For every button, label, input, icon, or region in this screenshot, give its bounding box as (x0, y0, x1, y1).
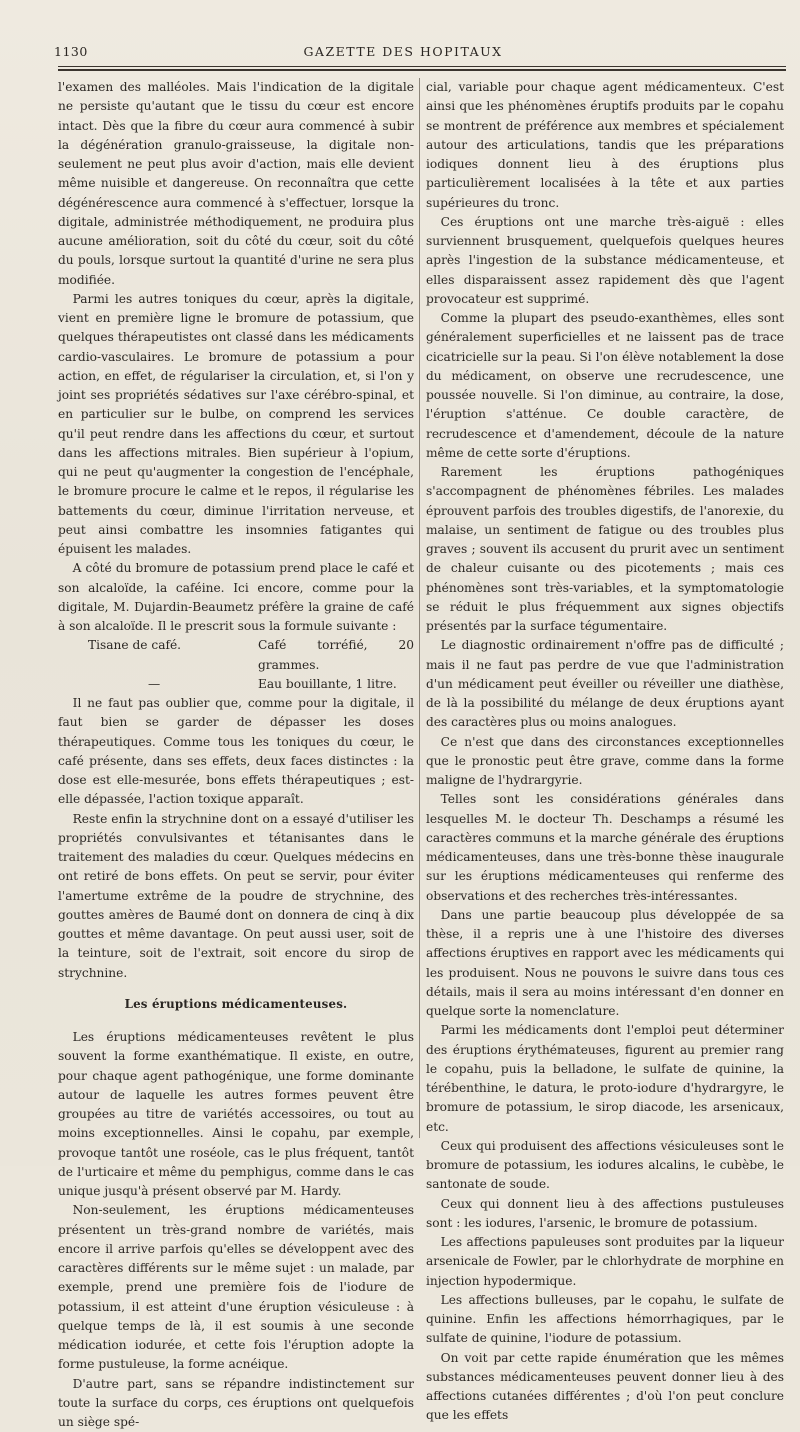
paragraph: Parmi les médicaments dont l'emploi peut déterminer des éruptions érythémateuses, figurent au premier rang le copahu, puis la belladone, le sulfate de quinine, la térébenthine, le datura, le proto-iodure d'hydrargyre, le bromure de potassium, le sirop diacode, les arsenicaux, etc. (426, 1021, 784, 1137)
recipe-formula (58, 636, 414, 694)
paragraph: Ce n'est que dans des circonstances exceptionnelles que le pronostic peut être grave, comme dans la forme maligne de l'hydrargyrie. (426, 733, 784, 791)
paragraph: Les affections bulleuses, par le copahu, le sulfate de quinine. Enfin les affections hémorrhagiques, par le sulfate de quinine, l'iodure de potassium. (426, 1291, 784, 1349)
paragraph: Ceux qui donnent lieu à des affections pustuleuses sont : les iodures, l'arsenic, le bromure de potassium. (426, 1195, 784, 1234)
paragraph: Les affections papuleuses sont produites par la liqueur arsenicale de Fowler, par le chlorhydrate de morphine en injection hypodermique. (426, 1233, 784, 1291)
header-rule-thick (58, 69, 786, 71)
page-number: 1130 (54, 44, 88, 59)
right-column (426, 78, 784, 1148)
recipe-line (58, 636, 414, 675)
paragraph: Rarement les éruptions pathogéniques s'accompagnent de phénomènes fébriles. Les malades éprouvent parfois des troubles digestifs, de l'anorexie, du malaise, un sentiment de fatigue ou des troubles plus graves ; souvent ils accusent du prurit avec un sentiment de chaleur cuisante ou des picotements ; mais ces phénomènes sont très-variables, et la symptomatologie se réduit le plus fréquemment aux signes objectifs présentés par la surface tégumentaire. (426, 463, 784, 636)
paragraph: A côté du bromure de potassium prend place le café et son alcaloïde, la caféine. Ici encore, comme pour la digitale, M. Dujardin-Beaumetz préfère la graine de café à son alcaloïde. Il le prescrit sous la formule suivante : (58, 559, 414, 636)
recipe-line (58, 675, 414, 694)
paragraph: Reste enfin la strychnine dont on a essayé d'utiliser les propriétés convulsivantes et tétanisantes dans le traitement des maladies du cœur. Quelques médecins en ont retiré de bons effets. On peut se servir, pour éviter l'amertume extrême de la poudre de strychnine, des gouttes amères de Baumé dont on donnera de cinq à dix gouttes et même davantage. On peut aussi user, soit de la teinture, soit de l'extrait, soit encore du sirop de strychnine. (58, 810, 414, 983)
recipe-name: Tisane de café. (88, 636, 258, 675)
journal-title: GAZETTE DES HOPITAUX (48, 44, 758, 59)
recipe-dash: — (88, 675, 258, 694)
paragraph: Non-seulement, les éruptions médicamenteuses présentent un très-grand nombre de variétés, mais encore il arrive parfois qu'elles se développent avec des caractères différents sur le même sujet : un malade, par exemple, prend une première fois de l'iodure de potassium, il est atteint d'une éruption vésiculeuse : à quelque temps de là, il est soumis à une seconde médication iodurée, et cette fois l'éruption adopte la forme pustuleuse, la forme acnéique. (58, 1201, 414, 1374)
recipe-quantity: Eau bouillante, 1 litre. (258, 675, 414, 694)
paragraph: On voit par cette rapide énumération que les mêmes substances médicamenteuses peuvent donner lieu à des affections cutanées différentes ; d'où l'on peut conclure que les effets (426, 1349, 784, 1426)
paragraph: cial, variable pour chaque agent médicamenteux. C'est ainsi que les phénomènes éruptifs produits par le copahu se montrent de préférence aux membres et spécialement autour des articulations, tandis que les préparations iodiques donnent lieu à des éruptions plus particulièrement localisées à la tête et aux parties supérieures du tronc. (426, 78, 784, 213)
paragraph: Telles sont les considérations générales dans lesquelles M. le docteur Th. Deschamps a résumé les caractères communs et la marche générale des éruptions médicamenteuses, dans une très-bonne thèse inaugurale sur les éruptions médicamenteuses qui renferme des observations et des recherches très-intéressantes. (426, 790, 784, 906)
paragraph: Comme la plupart des pseudo-exanthèmes, elles sont généralement superficielles et ne laissent pas de trace cicatricielle sur la peau. Si l'on élève notablement la dose du médicament, on observe une recrudescence, une poussée nouvelle. Si l'on diminue, au contraire, la dose, l'éruption s'atténue. Ce double caractère, de recrudescence et d'amendement, découle de la nature même de cette sorte d'éruptions. (426, 309, 784, 463)
paragraph: Ces éruptions ont une marche très-aiguë : elles surviennent brusquement, quelquefois quelques heures après l'ingestion de la substance médicamenteuse, et elles disparaissent assez rapidement dès que l'agent provocateur est supprimé. (426, 213, 784, 309)
paragraph: Dans une partie beaucoup plus développée de sa thèse, il a repris une à une l'histoire des diverses affections éruptives en rapport avec les médicaments qui les produisent. Nous ne pouvons le suivre dans tous ces détails, mais il sera au moins intéressant d'en donner en quelque sorte la nomenclature. (426, 906, 784, 1022)
paragraph: D'autre part, sans se répandre indistinctement sur toute la surface du corps, ces éruptions ont quelquefois un siège spé- (58, 1375, 414, 1432)
paragraph: Ceux qui produisent des affections vésiculeuses sont le bromure de potassium, les iodures alcalins, le cubèbe, le santonate de soude. (426, 1137, 784, 1195)
paragraph: Le diagnostic ordinairement n'offre pas de difficulté ; mais il ne faut pas perdre de vue que l'administration d'un médicament peut éveiller ou réveiller une diathèse, de là la possibilité du mélange de deux éruptions ayant des caractères plus ou moins analogues. (426, 636, 784, 732)
paragraph: l'examen des malléoles. Mais l'indication de la digitale ne persiste qu'autant que le tissu du cœur est encore intact. Dès que la fibre du cœur aura commencé à subir la dégénération granulo-graisseuse, la digitale non-seulement ne peut plus avoir d'action, mais elle devient même nuisible et dangereuse. On reconnaîtra que cette dégénérescence aura commencé à s'effectuer, lorsque la digitale, administrée méthodiquement, ne produira plus aucune amélioration, soit du côté du cœur, soit du côté du pouls, lorsque surtout la quantité d'urine ne sera plus modifiée. (58, 78, 414, 290)
section-heading: Les éruptions médicamenteuses. (58, 995, 414, 1014)
page-header (48, 40, 758, 64)
paragraph: Parmi les autres toniques du cœur, après la digitale, vient en première ligne le bromure de potassium, que quelques thérapeutistes ont classé dans les médicaments cardio-vasculaires. Le bromure de potassium a pour action, en effet, de régulariser la circulation, et, si l'on y joint ses propriétés sédatives sur l'axe cérébro-spinal, et en particulier sur le bulbe, on comprend les services qu'il peut rendre dans les affections du cœur, et surtout dans les affections mitrales. Bien supérieur à l'opium, qui ne peut qu'augmenter la congestion de l'encéphale, le bromure procure le calme et le repos, il régularise les battements du cœur, diminue l'irritation nerveuse, et peut ainsi combattre les insomnies fatigantes qui épuisent les malades. (58, 290, 414, 560)
header-rule-thin (58, 66, 786, 67)
paragraph: Les éruptions médicamenteuses revêtent le plus souvent la forme exanthématique. Il existe, en outre, pour chaque agent pathogénique, une forme dominante autour de laquelle les autres formes peuvent être groupées au titre de variétés accessoires, ou tout au moins exceptionnelles. Ainsi le copahu, par exemple, provoque tantôt une roséole, cas le plus fréquent, tantôt de l'urticaire et même du pemphigus, comme dans le cas unique jusqu'à présent observé par M. Hardy. (58, 1028, 414, 1201)
paragraph: Il ne faut pas oublier que, comme pour la digitale, il faut bien se garder de dépasser les doses thérapeutiques. Comme tous les toniques du cœur, le café présente, dans ses effets, deux faces distinctes : la dose est elle-mesurée, bons effets thérapeutiques ; est-elle dépassée, l'action toxique apparaît. (58, 694, 414, 810)
column-divider (419, 78, 420, 1138)
left-column (58, 78, 414, 1148)
recipe-quantity: Café torréfié, 20 grammes. (258, 636, 414, 675)
